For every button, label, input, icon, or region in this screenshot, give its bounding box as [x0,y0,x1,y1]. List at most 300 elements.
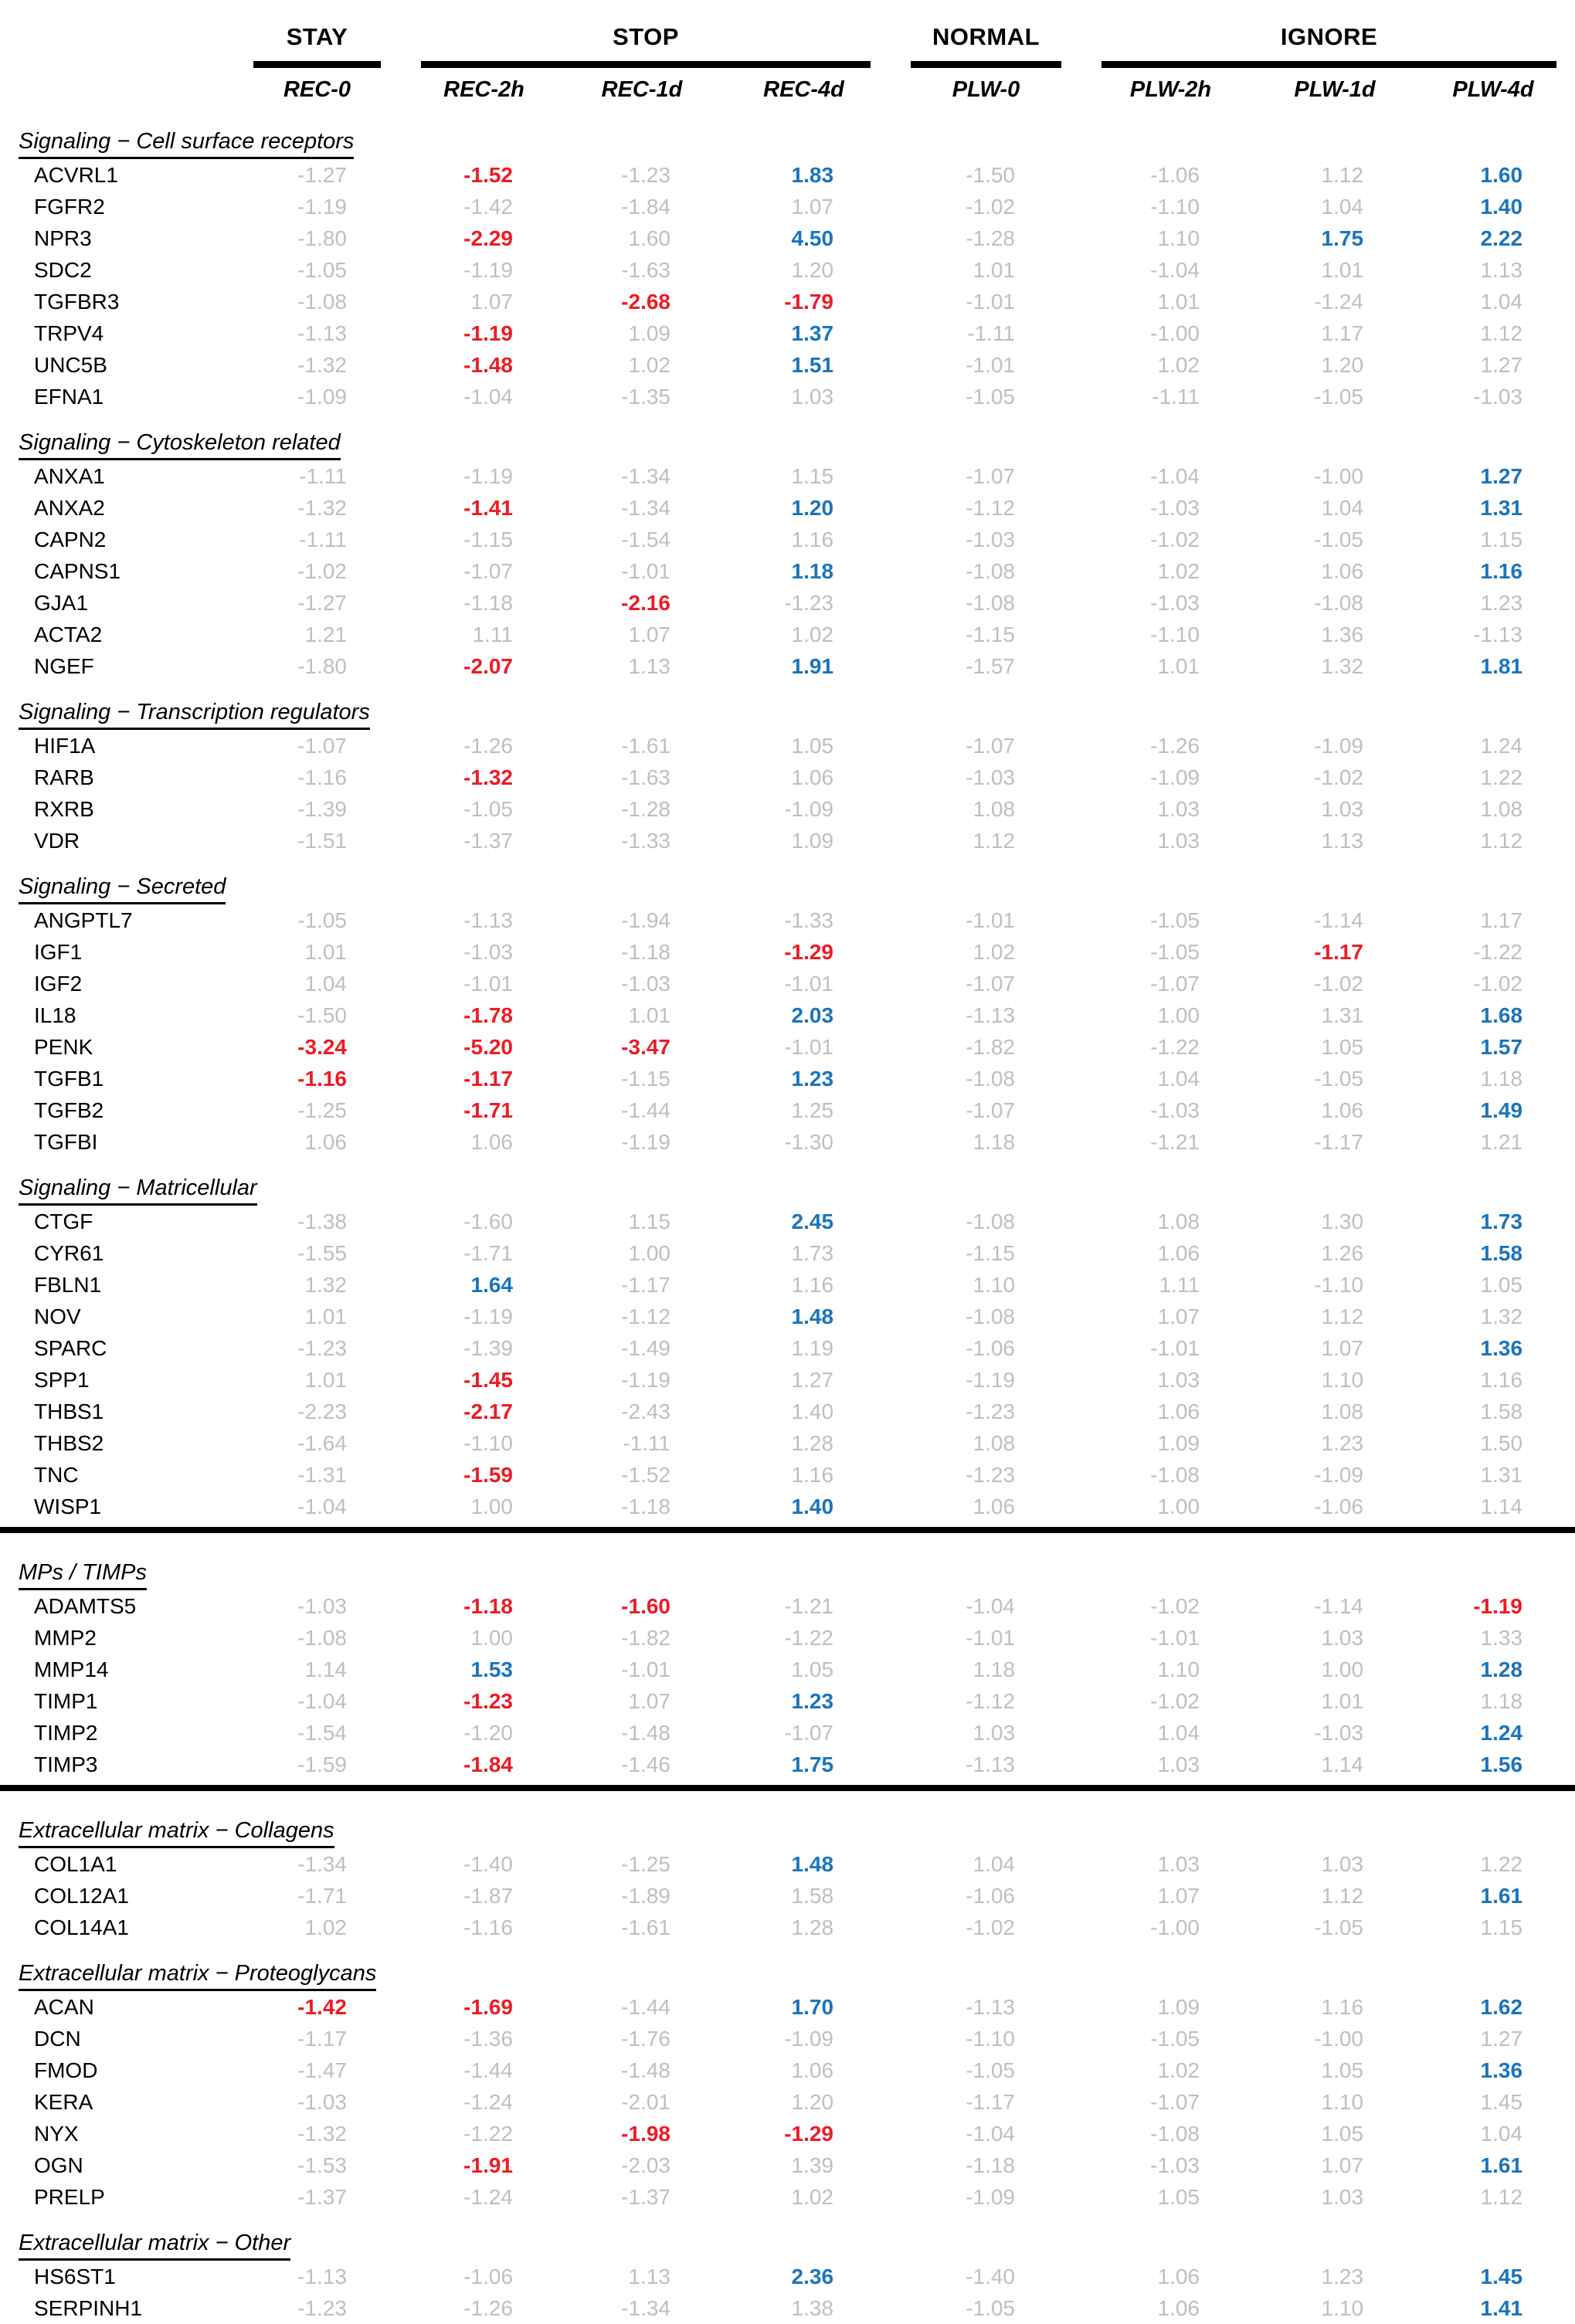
value-cell: -1.08 [1150,2121,1200,2146]
section-title: MPs / TIMPs [19,1560,147,1590]
value-cell: -1.10 [1150,622,1200,646]
value-cell: -1.10 [463,1430,513,1455]
value-cell: -1.09 [1314,733,1364,758]
gene-row [0,1912,1575,1943]
value-cell: -1.09 [297,384,347,409]
value-cell: -1.50 [297,1003,347,1027]
value-cell: -1.19 [621,1367,670,1392]
gene-row [0,904,1575,936]
header-underline-bar [1101,61,1556,68]
gene-name: OGN [34,2153,83,2177]
value-cell: -1.09 [784,796,834,821]
section-title: Signaling − Cytoskeleton related [19,430,341,460]
value-cell: 1.07 [1321,2153,1364,2177]
section-title-row [0,1800,1575,1848]
value-cell: -1.61 [621,1915,670,1939]
value-cell: 1.14 [1480,1494,1523,1518]
value-cell: -2.07 [463,653,513,678]
value-cell: -1.04 [297,1688,347,1713]
value-cell: 1.91 [791,653,834,678]
value-cell: -1.82 [621,1625,670,1650]
value-cell: 1.53 [470,1657,513,1681]
value-cell: -1.07 [966,463,1016,488]
value-cell: -1.22 [1150,1034,1200,1059]
value-cell: -1.82 [966,1034,1016,1059]
value-cell: 1.06 [1321,1098,1364,1122]
gene-name: NOV [34,1304,81,1328]
value-cell: -1.16 [463,1915,513,1939]
value-cell: -1.22 [1473,939,1523,964]
column-header-plw-4d: PLW-4d [1452,76,1534,102]
section-title-cell [0,1158,1575,1206]
value-cell: -1.02 [966,194,1016,219]
value-cell: -1.37 [621,2184,670,2209]
value-cell: 1.75 [1321,226,1364,250]
value-cell: 1.20 [791,2089,834,2114]
gene-name: HS6ST1 [34,2264,116,2288]
value-cell: 1.20 [791,495,834,520]
gene-row [0,1126,1575,1158]
value-cell: -1.02 [1314,765,1364,789]
value-cell: 1.00 [470,1625,513,1650]
gene-name: ACAN [34,1994,94,2019]
value-cell: -1.04 [463,384,513,409]
value-cell: -1.28 [621,796,670,821]
gene-name: ANGPTL7 [34,908,133,932]
gene-name: WISP1 [34,1494,102,1518]
value-cell: 1.49 [1480,1098,1523,1122]
gene-name: KERA [34,2089,93,2114]
value-cell: 1.62 [1480,1994,1523,2019]
value-cell: 1.07 [628,622,670,646]
value-cell: 1.00 [628,1240,670,1265]
value-cell: -1.28 [966,226,1016,250]
value-cell: -1.16 [297,765,347,789]
value-cell: -1.01 [621,558,670,583]
value-cell: -1.03 [1150,590,1200,615]
value-cell: 1.02 [791,622,834,646]
value-cell: 1.06 [972,1494,1016,1518]
value-cell: 1.16 [791,1272,834,1297]
value-cell: 1.02 [1157,352,1200,377]
value-cell: 1.13 [1321,828,1364,853]
section-title-row [0,2213,1575,2261]
value-cell: 1.03 [1157,828,1200,853]
value-cell: -1.47 [297,2058,347,2082]
gene-name: MMP14 [34,1657,109,1681]
value-cell: 1.25 [791,1098,834,1122]
group-header-row [0,11,1575,68]
value-cell: -1.11 [1152,384,1200,409]
separator-cell [0,1522,1575,1542]
value-cell: 1.05 [1321,2121,1364,2146]
value-cell: 1.45 [1480,2264,1523,2288]
value-cell: 1.02 [628,352,670,377]
value-cell: -1.05 [1314,384,1364,409]
value-cell: 1.31 [1480,1462,1523,1487]
value-cell: -1.02 [966,1915,1016,1939]
value-cell: 1.21 [1480,1129,1523,1154]
value-cell: 1.40 [791,1494,834,1518]
value-cell: 1.13 [628,2264,670,2288]
value-cell: -1.13 [966,1003,1016,1027]
value-cell: -1.79 [784,289,834,314]
gene-name: TRPV4 [34,321,104,345]
value-cell: 1.00 [1157,1003,1200,1027]
value-cell: 1.26 [1321,1240,1364,1265]
value-cell: 1.05 [791,1657,834,1681]
value-cell: 1.12 [1321,1304,1364,1328]
timepoint-header-row [0,68,1575,111]
gene-row [0,1094,1575,1126]
value-cell: -1.76 [621,2026,670,2051]
gene-row [0,286,1575,317]
value-cell: 1.19 [791,1335,834,1360]
gene-row [0,968,1575,999]
section-title-row [0,1943,1575,1991]
value-cell: 1.04 [1480,289,1523,314]
value-cell: -1.60 [463,1209,513,1233]
value-cell: -1.00 [1314,2026,1364,2051]
value-cell: 1.03 [972,1720,1016,1745]
value-cell: 1.15 [791,463,834,488]
gene-name: FGFR2 [34,194,105,219]
value-cell: 1.01 [628,1003,670,1027]
table-body [0,111,1575,2324]
gene-row [0,381,1575,412]
value-cell: 1.13 [1480,257,1523,282]
value-cell: -1.05 [297,257,347,282]
value-cell: -1.06 [966,1335,1016,1360]
gene-name: ACTA2 [34,622,103,646]
value-cell: -1.44 [463,2058,513,2082]
value-cell: 1.03 [791,384,834,409]
value-cell: -1.17 [1314,939,1364,964]
value-cell: -1.15 [966,622,1016,646]
value-cell: -1.08 [966,1304,1016,1328]
gene-row [0,936,1575,968]
value-cell: -1.91 [463,2153,513,2177]
value-cell: -1.06 [966,1883,1016,1908]
value-cell: -1.24 [1314,289,1364,314]
section-title: Extracellular matrix − Collagens [19,1818,334,1848]
gene-row [0,222,1575,254]
value-cell: 1.45 [1480,2089,1523,2114]
value-cell: -1.06 [463,2264,513,2288]
value-cell: -1.08 [1150,1462,1200,1487]
value-cell: -1.94 [621,908,670,932]
section-title: Extracellular matrix − Proteoglycans [19,1961,376,1991]
value-cell: 1.14 [304,1657,347,1681]
value-cell: -1.04 [1150,463,1200,488]
gene-name: SPARC [34,1335,107,1360]
value-cell: 1.15 [1480,1915,1523,1939]
value-cell: 1.16 [791,527,834,551]
value-cell: 1.28 [791,1430,834,1455]
value-cell: 1.07 [1157,1304,1200,1328]
value-cell: -1.08 [297,1625,347,1650]
section-title-row [0,682,1575,730]
value-cell: -1.09 [784,2026,834,2051]
separator-line [0,1785,1575,1791]
value-cell: -1.13 [966,1752,1016,1776]
value-cell: 1.17 [1321,321,1364,345]
value-cell: 1.30 [1321,1209,1364,1233]
gene-row [0,1749,1575,1780]
value-cell: -1.34 [297,1851,347,1876]
value-cell: 2.22 [1480,226,1523,250]
value-cell: -1.48 [621,2058,670,2082]
value-cell: 1.03 [1157,1367,1200,1392]
value-cell: 1.03 [1321,1851,1364,1876]
value-cell: -1.30 [784,1129,834,1154]
gene-row [0,999,1575,1031]
value-cell: -1.23 [784,590,834,615]
gene-row [0,349,1575,381]
value-cell: 1.31 [1321,1003,1364,1027]
value-cell: 1.22 [1480,1851,1523,1876]
value-cell: 1.04 [1321,495,1364,520]
value-cell: -1.53 [297,2153,347,2177]
value-cell: -1.26 [463,2295,513,2320]
section-title-cell [0,857,1575,904]
value-cell: -1.19 [621,1129,670,1154]
gene-name: PENK [34,1034,93,1059]
value-cell: -1.01 [966,1625,1016,1650]
value-cell: 1.10 [1321,2089,1364,2114]
value-cell: -1.40 [966,2264,1016,2288]
value-cell: 1.18 [972,1129,1016,1154]
gene-row [0,650,1575,682]
value-cell: 1.12 [1321,162,1364,187]
gene-name: EFNA1 [34,384,104,409]
value-cell: -1.03 [1314,1720,1364,1745]
header-underline-bar [253,61,381,68]
value-cell: 1.12 [1480,828,1523,853]
expression-table [0,11,1575,2324]
value-cell: 1.18 [1480,1688,1523,1713]
value-cell: -1.03 [297,2089,347,2114]
value-cell: -1.05 [1314,527,1364,551]
value-cell: -1.78 [463,1003,513,1027]
value-cell: -1.05 [463,796,513,821]
value-cell: 1.03 [1321,796,1364,821]
value-cell: -1.11 [967,321,1016,345]
gene-name: HIF1A [34,733,96,758]
value-cell: -1.04 [966,2121,1016,2146]
gene-row [0,762,1575,793]
value-cell: -1.48 [621,1720,670,1745]
value-cell: -1.20 [463,1720,513,1745]
value-cell: 1.04 [1157,1066,1200,1091]
value-cell: 1.10 [972,1272,1016,1297]
gene-row [0,1031,1575,1063]
value-cell: -1.07 [1150,2089,1200,2114]
gene-row [0,1063,1575,1094]
value-cell: -1.35 [621,384,670,409]
gene-name: GJA1 [34,590,89,615]
value-cell: -2.68 [621,289,670,314]
value-cell: -1.03 [966,765,1016,789]
value-cell: 1.03 [1157,796,1200,821]
gene-name: IL18 [34,1003,76,1027]
gene-name: NYX [34,2121,79,2146]
value-cell: -1.05 [1150,2026,1200,2051]
value-cell: -1.24 [463,2089,513,2114]
value-cell: -1.19 [966,1367,1016,1392]
gene-name: IGF1 [34,939,83,964]
value-cell: -1.39 [297,796,347,821]
value-cell: -1.00 [1314,463,1364,488]
value-cell: -1.23 [297,2295,347,2320]
gene-row [0,1991,1575,2023]
value-cell: 1.05 [791,733,834,758]
value-cell: 1.31 [1480,495,1523,520]
value-cell: 1.08 [972,796,1016,821]
value-cell: -3.47 [621,1034,670,1059]
value-cell: -1.01 [966,352,1016,377]
value-cell: -1.26 [1150,733,1200,758]
value-cell: -1.15 [463,527,513,551]
value-cell: -1.48 [463,352,513,377]
gene-name: ANXA2 [34,495,105,520]
value-cell: -1.07 [966,733,1016,758]
value-cell: 1.23 [1480,590,1523,615]
gene-name: SERPINH1 [34,2295,143,2320]
value-cell: 1.61 [1480,1883,1523,1908]
value-cell: 1.23 [791,1688,834,1713]
value-cell: 1.12 [1480,2184,1523,2209]
value-cell: 1.20 [791,257,834,282]
value-cell: -5.20 [463,1034,513,1059]
gene-name: COL12A1 [34,1883,129,1908]
value-cell: -1.08 [966,590,1016,615]
value-cell: 1.27 [1480,352,1523,377]
value-cell: 1.36 [1321,622,1364,646]
gene-name: TNC [34,1462,79,1487]
gene-row [0,1301,1575,1332]
value-cell: -1.52 [463,162,513,187]
value-cell: -1.71 [463,1240,513,1265]
section-title-row [0,857,1575,904]
group-header-stay [232,11,402,68]
value-cell: -1.25 [621,1851,670,1876]
value-cell: -1.05 [1150,939,1200,964]
section-title: Signaling − Matricellular [19,1176,257,1206]
value-cell: -1.17 [966,2089,1016,2114]
value-cell: -1.17 [463,1066,513,1091]
value-cell: 1.02 [304,1915,347,1939]
value-cell: 1.00 [1157,1494,1200,1518]
value-cell: -1.31 [297,1462,347,1487]
section-title-cell [0,1943,1575,1991]
value-cell: 1.06 [1157,1240,1200,1265]
gene-name: DCN [34,2026,81,2051]
gene-name: ACVRL1 [34,162,118,187]
gene-name: COL14A1 [34,1915,129,1939]
value-cell: -1.21 [784,1593,834,1618]
value-cell: 1.04 [1157,1720,1200,1745]
column-header-plw-0: PLW-0 [952,76,1020,102]
value-cell: 4.50 [791,226,834,250]
value-cell: -1.05 [966,2058,1016,2082]
value-cell: 1.18 [1480,1066,1523,1091]
value-cell: 1.40 [791,1399,834,1423]
column-header-rec-1d: REC-1d [601,76,683,102]
group-label: NORMAL [932,23,1040,50]
value-cell: -1.57 [966,653,1016,678]
section-title-row [0,412,1575,460]
value-cell: -1.14 [1314,908,1364,932]
column-header-rec-2h: REC-2h [443,76,524,102]
value-cell: -1.18 [463,1593,513,1618]
section-title-cell [0,1542,1575,1590]
value-cell: -1.17 [621,1272,670,1297]
value-cell: 1.01 [1321,1688,1364,1713]
value-cell: -2.23 [297,1399,347,1423]
value-cell: 1.23 [791,1066,834,1091]
gene-row [0,2292,1575,2324]
value-cell: 1.02 [972,939,1016,964]
section-title-cell [0,412,1575,460]
gene-name: PRELP [34,2184,105,2209]
value-cell: 1.13 [628,653,670,678]
value-cell: -1.00 [1150,321,1200,345]
value-cell: 1.09 [791,828,834,853]
gene-name: TGFB1 [34,1066,104,1091]
value-cell: -1.02 [1150,527,1200,551]
value-cell: -1.32 [297,352,347,377]
value-cell: -1.40 [463,1851,513,1876]
value-cell: 1.27 [1480,2026,1523,2051]
value-cell: 1.06 [1157,2264,1200,2288]
value-cell: -1.38 [297,1209,347,1233]
value-cell: 1.10 [1321,1367,1364,1392]
value-cell: -1.18 [621,1494,670,1518]
gene-name: SDC2 [34,257,92,282]
value-cell: -1.19 [297,194,347,219]
value-cell: -1.16 [297,1066,347,1091]
value-cell: -1.13 [297,321,347,345]
value-cell: 1.39 [791,2153,834,2177]
gene-row [0,460,1575,492]
value-cell: 1.10 [1157,1657,1200,1681]
gene-row [0,317,1575,349]
value-cell: -1.84 [621,194,670,219]
value-cell: 1.32 [304,1272,347,1297]
value-cell: -2.17 [463,1399,513,1423]
value-cell: -1.23 [297,1335,347,1360]
value-cell: 1.36 [1480,2058,1523,2082]
value-cell: -1.07 [784,1720,834,1745]
value-cell: -1.03 [621,971,670,996]
value-cell: 1.09 [1157,1430,1200,1455]
value-cell: -1.36 [463,2026,513,2051]
value-cell: 1.58 [791,1883,834,1908]
header-underline-bar [421,61,871,68]
value-cell: -1.03 [966,527,1016,551]
value-cell: -1.50 [966,162,1016,187]
value-cell: 1.03 [1321,2184,1364,2209]
value-cell: 1.23 [1321,1430,1364,1455]
value-cell: -1.01 [1150,1625,1200,1650]
value-cell: -1.05 [297,908,347,932]
value-cell: -1.45 [463,1367,513,1392]
gene-row [0,2149,1575,2181]
value-cell: -1.63 [621,765,670,789]
gene-row [0,1685,1575,1717]
value-cell: -1.08 [966,1066,1016,1091]
